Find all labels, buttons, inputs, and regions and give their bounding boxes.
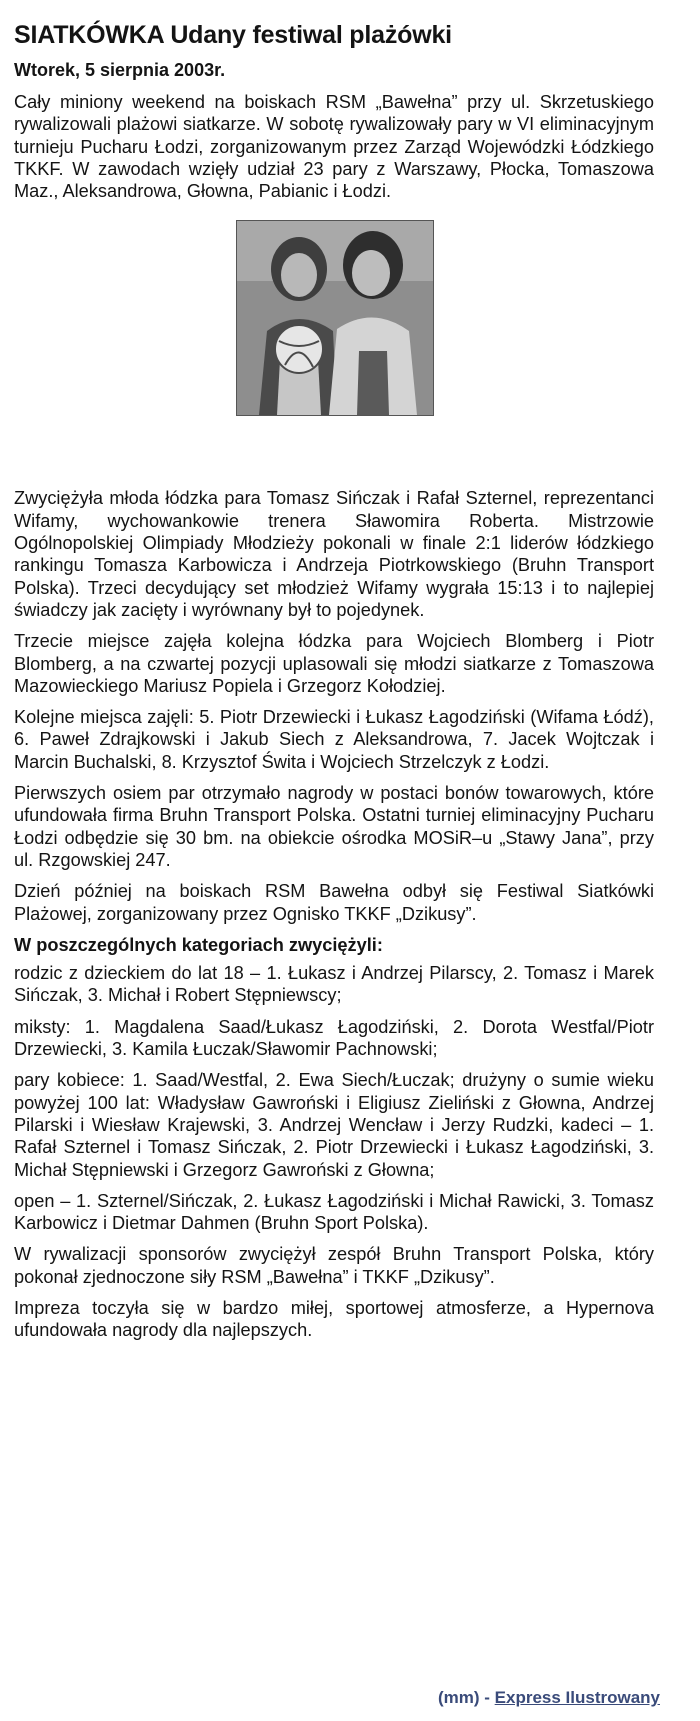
closing-paragraph-1: W rywalizacji sponsorów zwyciężył zespół Bruhn Transport Polska, który pokonał zjednoczone siły RSM „Bawełna” i TKKF „Dzikusy”. xyxy=(14,1244,654,1287)
dateline: Wtorek, 5 sierpnia 2003r. xyxy=(14,60,226,80)
category-women: pary kobiece: 1. Saad/Westfal, 2. Ewa Siech/Łuczak; drużyny o sumie wieku powyżej 100 lat: Władysław Gawroński i Eligiusz Zieliński z Głowna, Andrzej Pilarski i Wiesław Krajewski, 3. Andrzej Wencław i Jerzy Rudzki, kadeci – 1. Rafał Szternel i Tomasz Sińczak, 2. Piotr Drzewiecki i Łukasz Łagodziński, 3. Michał Stępniewski i Grzegorz Gawroński z Głowna; xyxy=(14,1070,654,1180)
credit-author: (mm) xyxy=(437,1688,480,1707)
winners-heading: W poszczególnych kategoriach zwyciężyli: xyxy=(14,934,383,955)
credit-separator: - xyxy=(484,1688,490,1707)
result-paragraph-1: Zwyciężyła młoda łódzka para Tomasz Sińczak i Rafał Szternel, reprezentanci Wifamy, wychowankowie trenera Sławomira Roberta. Mistrzowie Ogólnopolskiej Olimpiady Młodzieży pokonali w finale 2:1 liderów łódzkiego rankingu Tomasza Karbowicza i Andrzeja Piotrkowskiego (Bruhn Transport Polska). Trzeci decydujący set młodzież Wifamy wygrała 15:13 i to najlepiej świadczy jak zacięty i wyrównany był to pojedynek. xyxy=(14,488,654,620)
category-mixed: miksty: 1. Magdalena Saad/Łukasz Łagodziński, 2. Dorota Westfal/Piotr Drzewiecki, 3. Kamila Łuczak/Sławomir Pachnowski; xyxy=(14,1016,654,1060)
category-open: open – 1. Szternel/Sińczak, 2. Łukasz Łagodziński i Michał Rawicki, 3. Tomasz Karbowicz i Dietmar Dahmen (Bruhn Sport Polska). xyxy=(14,1190,654,1234)
players-photo xyxy=(236,220,434,416)
result-paragraph-4: Pierwszych osiem par otrzymało nagrody w postaci bonów towarowych, które ufundowała firma Bruhn Transport Polska. Ostatni turniej eliminacyjny Pucharu Łodzi odbędzie się 30 bm. na obiekcie ośrodka MOSiR–u „Stawy Jana”, przy ul. Rzgowskiej 247. xyxy=(14,783,654,870)
article xyxy=(14,20,654,1351)
article-body xyxy=(14,91,654,1342)
category-parent-child: rodzic z dzieckiem do lat 18 – 1. Łukasz i Andrzej Pilarscy, 2. Tomasz i Marek Sińczak, 3. Michał i Robert Stępniewscy; xyxy=(14,963,654,1006)
result-paragraph-2: Trzecie miejsce zajęła kolejna łódzka para Wojciech Blomberg i Piotr Blomberg, a na czwartej pozycji uplasowali się młodzi siatkarze z Tomaszowa Mazowieckiego Mariusz Popiela i Grzegorz Kołodziej. xyxy=(14,631,654,696)
headline: SIATKÓWKA Udany festiwal plażówki xyxy=(14,21,452,49)
result-paragraph-5: Dzień później na boiskach RSM Bawełna odbył się Festiwal Siatkówki Plażowej, zorganizowany przez Ognisko TKKF „Dzikusy”. xyxy=(14,881,654,924)
closing-paragraph-2: Impreza toczyła się w bardzo miłej, sportowej atmosferze, a Hypernova ufundowała nagrody dla najlepszych. xyxy=(14,1297,654,1341)
source-credit xyxy=(438,1688,660,1708)
result-paragraph-3: Kolejne miejsca zajęli: 5. Piotr Drzewiecki i Łukasz Łagodziński (Wifama Łódź), 6. Paweł Zdrajkowski i Jakub Siech z Aleksandrowa, 7. Jacek Wojtczak i Marcin Buchalski, 8. Krzysztof Świta i Wojciech Strzelczyk z Łodzi. xyxy=(14,707,654,772)
photo-container xyxy=(14,220,654,415)
intro-paragraph: Cały miniony weekend na boiskach RSM „Bawełna” przy ul. Skrzetuskiego rywalizowali plażowi siatkarze. W sobotę rywalizowały pary w VI eliminacyjnym turnieju Pucharu Łodzi, zorganizowanym przez Zarząd Wojewódzki Łódzkiego TKKF. W zawodach wzięły udział 23 pary z Warszawy, Płocka, Tomaszowa Maz., Aleksandrowa, Głowna, Pabianic i Łodzi. xyxy=(14,92,654,202)
credit-source: Express Ilustrowany xyxy=(494,1688,660,1707)
